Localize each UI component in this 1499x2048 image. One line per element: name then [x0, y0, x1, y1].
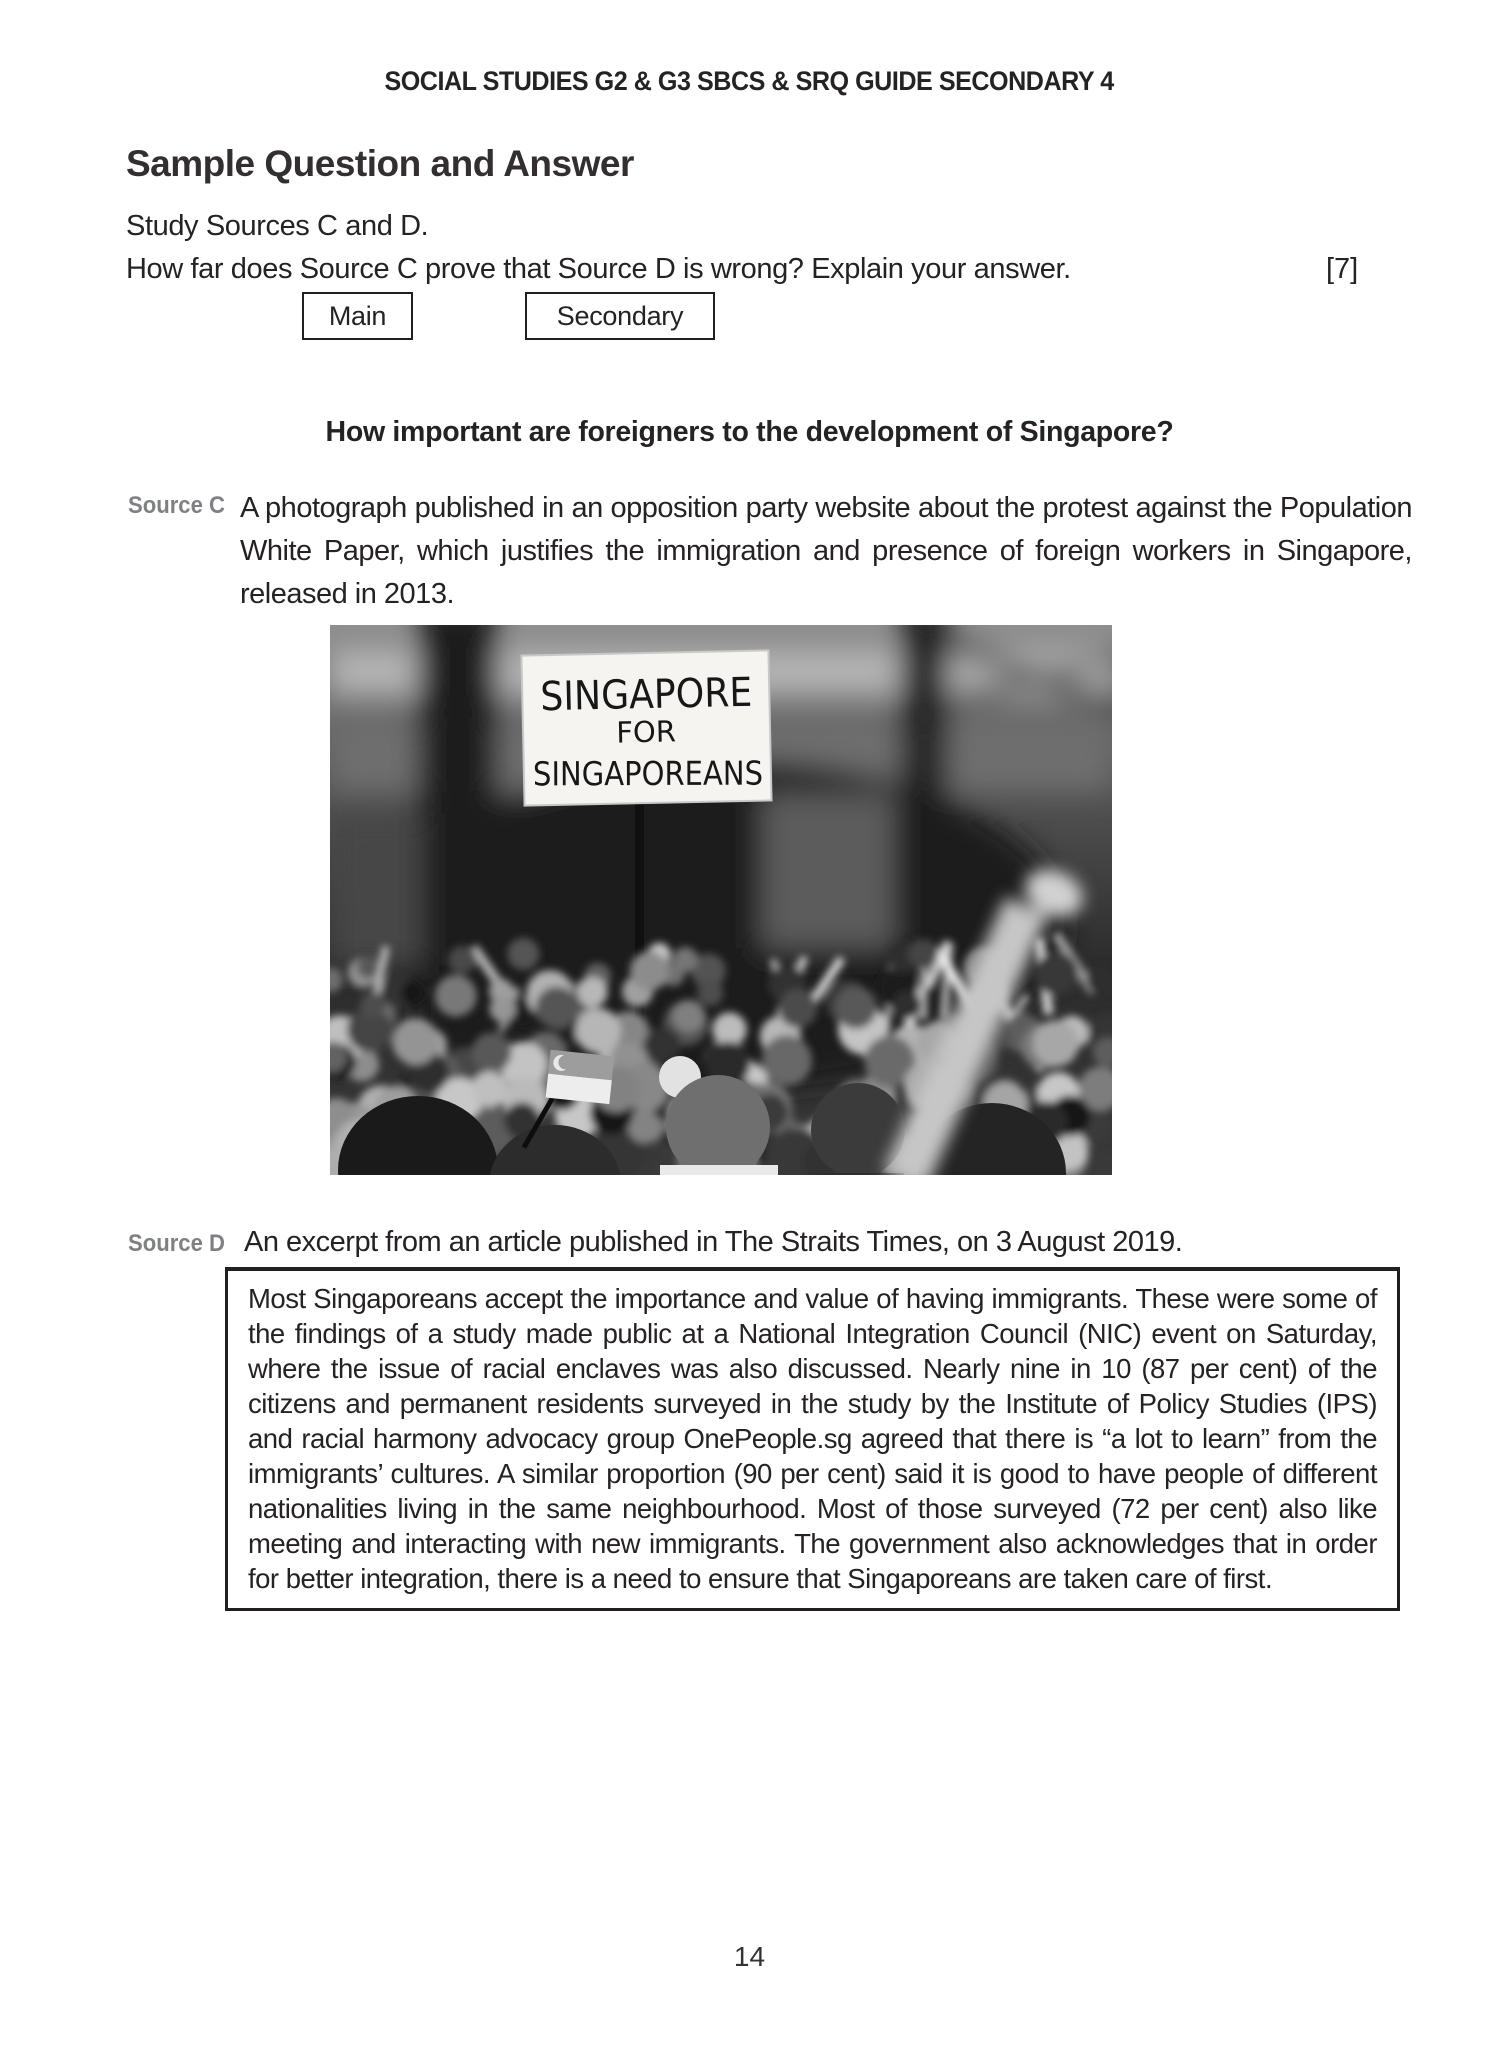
tag-secondary-label: Secondary: [556, 300, 684, 331]
protest-placard: [521, 650, 795, 805]
page-number: 14: [733, 1941, 766, 1972]
protest-photo-art: [330, 625, 1112, 1175]
source-d-excerpt-box: [225, 1267, 1400, 1611]
question-prompt: How far does Source C prove that Source D is wrong? Explain your answer.: [126, 253, 1071, 285]
source-d-label: Source D: [128, 1230, 225, 1257]
source-d-excerpt-text: Most Singaporeans accept the importance and value of having immigrants. These were some of the findings of a study made public at a National Integration Council (NIC) event on Saturday, where the issue of racial enclaves was also discussed. Nearly nine in 10 (87 per cent) of the citizens and permanent residents surveyed in the study by the Institute of Policy Studies (IPS) and racial harmony advocacy group OnePeople.sg agreed that there is “a lot to learn” from the immigrants’ cultures. A similar proportion (90 per cent) said it is good to have people of different nationalities living in the same neighbourhood. Most of those surveyed (72 per cent) also like meeting and interacting with new immigrants. The government also acknowledges that in order for better integration, there is a need to ensure that Singaporeans are taken care of first.: [248, 1283, 1377, 1594]
source-c-label: Source C: [128, 492, 225, 519]
tag-main-label: Main: [328, 300, 387, 331]
running-header: [0, 66, 1499, 97]
placard-line-2: FOR: [615, 714, 677, 750]
placard-line-1: SINGAPORE: [539, 669, 775, 721]
protest-photo: [330, 625, 1112, 1175]
section-title: Sample Question and Answer: [126, 143, 634, 184]
topic-question: How important are foreigners to the development of Singapore?: [325, 416, 1174, 448]
tag-box-secondary: [525, 292, 715, 340]
tag-box-main: [302, 292, 413, 340]
marks-badge: [7]: [1326, 253, 1359, 285]
source-c-caption: A photograph published in an opposition party website about the protest against the Population White Paper, which justifies the immigration and presence of foreign workers in Singapore, released in 2013.: [240, 492, 1412, 610]
running-header-text: SOCIAL STUDIES G2 & G3 SBCS & SRQ GUIDE SECONDARY 4: [384, 66, 1115, 96]
source-d-caption: An excerpt from an article published in The Straits Times, on 3 August 2019.: [244, 1226, 1183, 1258]
question-instruction: Study Sources C and D.: [126, 210, 429, 242]
placard-line-3: SINGAPOREANS: [532, 753, 795, 794]
